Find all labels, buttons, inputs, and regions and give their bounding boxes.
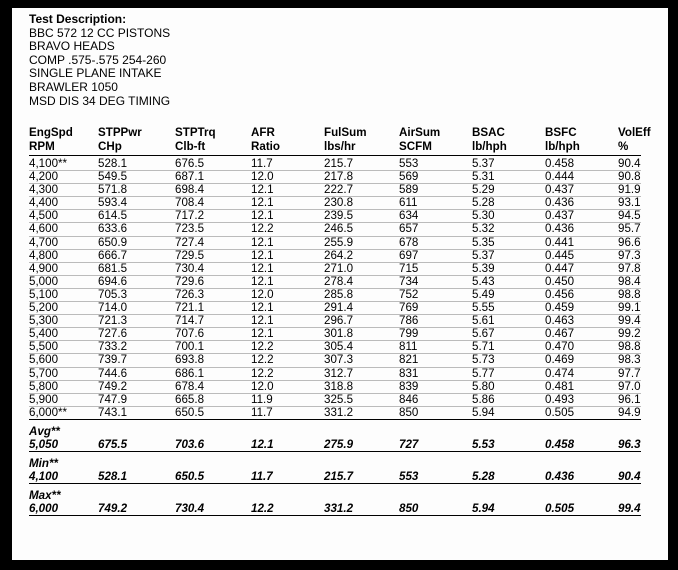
table-cell: 12.1	[251, 209, 274, 223]
table-cell: 734	[399, 274, 419, 288]
summary-label-row	[29, 419, 641, 438]
table-cell: 5.61	[472, 314, 495, 328]
summary-value-row	[29, 470, 641, 484]
table-row	[29, 262, 641, 275]
table-cell: 0.493	[545, 392, 575, 406]
table-cell: 4,600	[29, 222, 59, 236]
column-header-unit: SCFM	[399, 139, 432, 153]
table-cell: 4,500	[29, 209, 59, 223]
summary-cell: 5.94	[472, 501, 495, 515]
table-cell: 0.481	[545, 379, 575, 393]
column-header-unit: Clb-ft	[175, 139, 206, 153]
table-cell: 12.2	[251, 353, 274, 367]
table-cell: 5.43	[472, 274, 495, 288]
table-row	[29, 328, 641, 341]
column-header	[98, 126, 175, 156]
summary-label: Min**	[29, 456, 58, 470]
description-line: BRAWLER 1050	[29, 79, 118, 94]
summary-cell: 5.53	[472, 437, 495, 451]
column-header-name: BSAC	[472, 126, 505, 139]
table-cell: 11.7	[251, 405, 273, 419]
table-cell: 301.8	[324, 327, 354, 341]
table-cell: 99.1	[618, 301, 641, 315]
column-header	[399, 126, 472, 156]
column-header-unit: lb/hph	[545, 139, 580, 153]
table-row	[29, 315, 641, 328]
table-cell: 91.9	[618, 183, 641, 197]
table-cell: 686.1	[175, 366, 205, 380]
table-cell: 264.2	[324, 248, 354, 262]
table-cell: 0.470	[545, 340, 575, 354]
table-cell: 4,300	[29, 183, 59, 197]
table-cell: 305.4	[324, 340, 354, 354]
column-header-name: STPPwr	[98, 126, 142, 139]
table-cell: 331.2	[324, 405, 354, 419]
table-cell: 12.1	[251, 248, 274, 262]
table-cell: 4,100**	[29, 157, 68, 170]
table-cell: 12.1	[251, 327, 274, 341]
table-cell: 571.8	[98, 183, 128, 197]
table-row	[29, 288, 641, 301]
summary-cell: 0.505	[545, 501, 575, 515]
table-cell: 96.6	[618, 235, 641, 249]
table-cell: 0.441	[545, 235, 575, 249]
summary-cell: 650.5	[175, 469, 205, 483]
table-cell: 12.2	[251, 366, 274, 380]
table-cell: 255.9	[324, 235, 354, 249]
table-cell: 325.5	[324, 392, 354, 406]
table-cell: 271.0	[324, 261, 354, 275]
column-header	[251, 126, 324, 156]
table-cell: 717.2	[175, 209, 205, 223]
test-description	[29, 13, 170, 108]
table-cell: 665.8	[175, 392, 205, 406]
summary-cell: 99.4	[618, 501, 641, 515]
dyno-results-table	[29, 126, 651, 516]
table-cell: 749.2	[98, 379, 128, 393]
column-header-name: BSFC	[545, 126, 577, 139]
table-cell: 5,200	[29, 301, 59, 315]
table-cell: 12.0	[251, 379, 274, 393]
table-cell: 821	[399, 353, 419, 367]
table-cell: 95.7	[618, 222, 641, 236]
table-cell: 714.7	[175, 314, 205, 328]
table-cell: 291.4	[324, 301, 354, 315]
table-cell: 786	[399, 314, 419, 328]
table-cell: 5.37	[472, 248, 495, 262]
table-cell: 650.5	[175, 405, 205, 419]
table-cell: 246.5	[324, 222, 354, 236]
table-cell: 5.37	[472, 157, 495, 170]
table-cell: 726.3	[175, 287, 205, 301]
table-cell: 5,800	[29, 379, 59, 393]
table-cell: 5.71	[472, 340, 495, 354]
summary-cell: 4,100	[29, 469, 59, 483]
table-cell: 5.49	[472, 287, 495, 301]
table-cell: 97.3	[618, 248, 641, 262]
table-cell: 5.31	[472, 170, 495, 184]
table-cell: 694.6	[98, 274, 128, 288]
table-cell: 0.459	[545, 301, 575, 315]
table-cell: 5.94	[472, 405, 495, 419]
table-cell: 678	[399, 235, 419, 249]
summary-cell: 0.458	[545, 437, 575, 451]
summary-cell: 331.2	[324, 501, 354, 515]
table-cell: 593.4	[98, 196, 128, 210]
table-cell: 12.0	[251, 287, 274, 301]
table-cell: 614.5	[98, 209, 128, 223]
table-cell: 5.30	[472, 209, 495, 223]
table-cell: 0.463	[545, 314, 575, 328]
table-cell: 657	[399, 222, 419, 236]
table-cell: 5.77	[472, 366, 495, 380]
table-data-rows	[29, 156, 641, 420]
summary-cell: 90.4	[618, 469, 641, 483]
column-header	[324, 126, 399, 156]
table-header	[29, 126, 651, 156]
table-cell: 5,600	[29, 353, 59, 367]
table-cell: 0.474	[545, 366, 575, 380]
table-cell: 11.7	[251, 157, 273, 170]
table-cell: 12.1	[251, 196, 274, 210]
table-cell: 698.4	[175, 183, 205, 197]
table-cell: 98.4	[618, 274, 641, 288]
table-row	[29, 302, 641, 315]
column-header	[29, 126, 98, 156]
table-cell: 715	[399, 261, 419, 275]
table-cell: 0.437	[545, 209, 575, 223]
table-row	[29, 210, 641, 223]
table-row	[29, 249, 641, 262]
description-line: MSD DIS 34 DEG TIMING	[29, 93, 171, 108]
column-header	[618, 126, 651, 156]
table-cell: 12.1	[251, 261, 274, 275]
table-cell: 12.0	[251, 170, 274, 184]
summary-label: Max**	[29, 488, 61, 502]
table-cell: 296.7	[324, 314, 354, 328]
table-cell: 5.28	[472, 196, 495, 210]
table-row	[29, 341, 641, 354]
table-cell: 5.39	[472, 261, 495, 275]
column-header-name: VolEff	[618, 126, 651, 139]
table-cell: 676.5	[175, 157, 205, 170]
table-cell: 747.9	[98, 392, 128, 406]
table-cell: 729.6	[175, 274, 205, 288]
table-cell: 307.3	[324, 353, 354, 367]
table-row	[29, 236, 641, 249]
summary-cell: 215.7	[324, 469, 354, 483]
table-cell: 94.9	[618, 405, 641, 419]
table-cell: 707.6	[175, 327, 205, 341]
table-row	[29, 367, 641, 380]
table-cell: 743.1	[98, 405, 128, 419]
column-header-name: EngSpd	[29, 126, 73, 139]
table-cell: 222.7	[324, 183, 354, 197]
table-cell: 5,400	[29, 327, 59, 341]
table-cell: 700.1	[175, 340, 205, 354]
summary-value-row	[29, 502, 641, 516]
table-cell: 0.447	[545, 261, 575, 275]
table-cell: 12.2	[251, 340, 274, 354]
table-cell: 217.8	[324, 170, 354, 184]
table-cell: 705.3	[98, 287, 128, 301]
table-cell: 799	[399, 327, 419, 341]
table-cell: 739.7	[98, 353, 128, 367]
table-cell: 5,100	[29, 287, 59, 301]
table-cell: 4,900	[29, 261, 59, 275]
table-cell: 744.6	[98, 366, 128, 380]
table-cell: 611	[399, 196, 418, 210]
table-cell: 12.1	[251, 235, 274, 249]
table-cell: 687.1	[175, 170, 205, 184]
table-cell: 721.1	[175, 301, 205, 315]
table-cell: 98.8	[618, 340, 641, 354]
table-cell: 721.3	[98, 314, 128, 328]
table-cell: 730.4	[175, 261, 205, 275]
table-cell: 97.0	[618, 379, 641, 393]
table-cell: 12.1	[251, 183, 274, 197]
table-cell: 727.6	[98, 327, 128, 341]
table-cell: 4,200	[29, 170, 59, 184]
table-cell: 528.1	[98, 157, 128, 170]
table-cell: 811	[399, 340, 418, 354]
table-cell: 769	[399, 301, 419, 315]
table-cell: 727.4	[175, 235, 205, 249]
table-cell: 11.9	[251, 392, 273, 406]
summary-cell: 850	[399, 501, 419, 515]
table-cell: 5.32	[472, 222, 495, 236]
table-cell: 850	[399, 405, 419, 419]
table-cell: 681.5	[98, 261, 128, 275]
description-lines	[29, 27, 170, 109]
table-row	[29, 223, 641, 236]
table-cell: 5.29	[472, 183, 495, 197]
column-header-unit: CHp	[98, 139, 122, 153]
summary-value-row	[29, 438, 641, 452]
table-cell: 831	[399, 366, 419, 380]
column-header-unit: Ratio	[251, 139, 280, 153]
summary-cell: 749.2	[98, 501, 128, 515]
column-header-name: AFR	[251, 126, 275, 139]
table-cell: 312.7	[324, 366, 354, 380]
table-cell: 693.8	[175, 353, 205, 367]
table-cell: 0.436	[545, 222, 575, 236]
table-cell: 278.4	[324, 274, 354, 288]
table-cell: 650.9	[98, 235, 128, 249]
table-cell: 98.8	[618, 287, 641, 301]
column-header-name: AirSum	[399, 126, 441, 139]
table-cell: 5,700	[29, 366, 59, 380]
table-row	[29, 156, 641, 171]
table-cell: 0.450	[545, 274, 575, 288]
table-row	[29, 197, 641, 210]
table-cell: 723.5	[175, 222, 205, 236]
table-row	[29, 393, 641, 406]
table-cell: 215.7	[324, 157, 354, 170]
table-cell: 0.436	[545, 196, 575, 210]
table-cell: 285.8	[324, 287, 354, 301]
description-line: COMP .575-.575 254-260	[29, 52, 167, 67]
table-cell: 5.80	[472, 379, 495, 393]
table-cell: 4,400	[29, 196, 59, 210]
summary-label-row	[29, 483, 641, 502]
column-header-unit: lb/hph	[472, 139, 507, 153]
table-cell: 714.0	[98, 301, 128, 315]
table-cell: 634	[399, 209, 419, 223]
summary-cell: 703.6	[175, 437, 205, 451]
table-cell: 569	[399, 170, 419, 184]
table-cell: 589	[399, 183, 419, 197]
table-cell: 239.5	[324, 209, 354, 223]
column-header-unit: RPM	[29, 139, 55, 153]
table-cell: 666.7	[98, 248, 128, 262]
dyno-report-sheet	[12, 8, 668, 560]
table-cell: 98.3	[618, 353, 641, 367]
table-cell: 0.505	[545, 405, 575, 419]
column-header	[545, 126, 618, 156]
table-cell: 5,900	[29, 392, 59, 406]
table-cell: 729.5	[175, 248, 205, 262]
summary-cell: 675.5	[98, 437, 128, 451]
table-cell: 0.437	[545, 183, 575, 197]
summary-cell: 5.28	[472, 469, 495, 483]
table-cell: 4,800	[29, 248, 59, 262]
table-cell: 97.8	[618, 261, 641, 275]
table-cell: 12.1	[251, 274, 274, 288]
table-cell: 12.2	[251, 222, 274, 236]
table-cell: 99.2	[618, 327, 641, 341]
table-cell: 5.67	[472, 327, 495, 341]
table-cell: 0.445	[545, 248, 575, 262]
table-row	[29, 171, 641, 184]
table-cell: 5.73	[472, 353, 495, 367]
summary-cell: 96.3	[618, 437, 641, 451]
description-line: BBC 572 12 CC PISTONS	[29, 25, 171, 40]
summary-cell: 528.1	[98, 469, 128, 483]
table-row	[29, 184, 641, 197]
summary-label-row	[29, 451, 641, 470]
table-cell: 697	[399, 248, 419, 262]
table-cell: 90.4	[618, 157, 641, 170]
table-cell: 708.4	[175, 196, 205, 210]
summary-cell: 12.2	[251, 501, 274, 515]
table-cell: 12.1	[251, 301, 274, 315]
table-cell: 94.5	[618, 209, 641, 223]
column-header-name: FulSum	[324, 126, 367, 139]
table-row	[29, 380, 641, 393]
table-cell: 0.467	[545, 327, 575, 341]
table-cell: 5,300	[29, 314, 59, 328]
summary-cell: 6,000	[29, 501, 59, 515]
table-cell: 6,000**	[29, 405, 68, 419]
summary-cell: 275.9	[324, 437, 354, 451]
table-cell: 5.86	[472, 392, 495, 406]
description-title: Test Description:	[29, 12, 127, 26]
table-cell: 0.469	[545, 353, 575, 367]
table-cell: 97.7	[618, 366, 641, 380]
table-cell: 230.8	[324, 196, 354, 210]
table-cell: 839	[399, 379, 419, 393]
column-header	[472, 126, 545, 156]
summary-cell: 12.1	[251, 437, 274, 451]
summary-cell: 553	[399, 469, 419, 483]
table-cell: 5.55	[472, 301, 495, 315]
table-cell: 318.8	[324, 379, 354, 393]
column-header	[175, 126, 251, 156]
column-header-name: STPTrq	[175, 126, 216, 139]
table-cell: 4,700	[29, 235, 59, 249]
table-row	[29, 354, 641, 367]
table-cell: 5.35	[472, 235, 495, 249]
table-cell: 0.444	[545, 170, 575, 184]
summary-cell: 727	[399, 437, 419, 451]
table-cell: 549.5	[98, 170, 128, 184]
summary-cell: 5,050	[29, 437, 59, 451]
table-cell: 846	[399, 392, 419, 406]
table-cell: 5,500	[29, 340, 59, 354]
column-header-unit: %	[618, 139, 629, 153]
table-cell: 733.2	[98, 340, 128, 354]
table-row	[29, 275, 641, 288]
table-cell: 99.4	[618, 314, 641, 328]
table-cell: 633.6	[98, 222, 128, 236]
column-header-unit: lbs/hr	[324, 139, 356, 153]
summary-cell: 730.4	[175, 501, 205, 515]
summary-cell: 11.7	[251, 469, 273, 483]
table-summary	[29, 419, 641, 515]
table-row	[29, 406, 641, 419]
table-cell: 0.456	[545, 287, 575, 301]
description-line: SINGLE PLANE INTAKE	[29, 66, 162, 81]
table-cell: 678.4	[175, 379, 205, 393]
table-cell: 93.1	[618, 196, 641, 210]
table-cell: 553	[399, 157, 419, 170]
table-cell: 0.458	[545, 157, 575, 170]
table-cell: 12.1	[251, 314, 274, 328]
summary-cell: 0.436	[545, 469, 575, 483]
summary-label: Avg**	[29, 424, 60, 438]
description-line: BRAVO HEADS	[29, 39, 115, 54]
table-cell: 5,000	[29, 274, 59, 288]
table-cell: 96.1	[618, 392, 641, 406]
table-cell: 90.8	[618, 170, 641, 184]
table-cell: 752	[399, 287, 419, 301]
